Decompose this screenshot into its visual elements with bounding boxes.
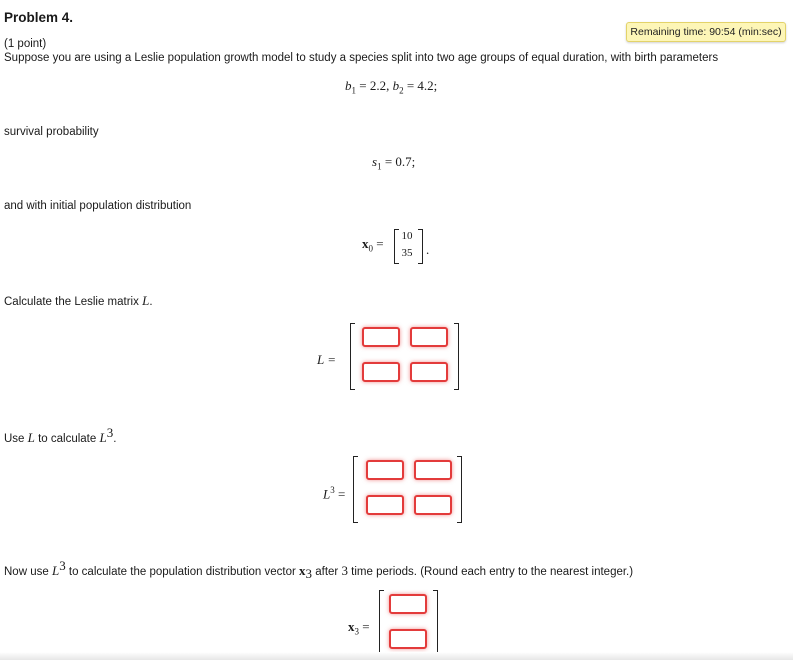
x3-lhs <box>348 619 370 637</box>
s1-symbol: s <box>372 154 378 169</box>
x3-entry-1[interactable] <box>389 594 427 614</box>
part3-var: L <box>51 562 60 578</box>
part3-num: 3 <box>341 562 348 578</box>
x0-label <box>362 236 384 254</box>
b2-value: = 4.2; <box>406 78 438 93</box>
l-cubed-lhs <box>323 485 345 502</box>
l-cubed-entry-1-1[interactable] <box>366 460 404 480</box>
problem-points: (1 point) <box>4 38 47 50</box>
remaining-time-badge: Remaining time: 90:54 (min:sec) <box>626 22 786 42</box>
part3-exp: 3 <box>59 558 66 573</box>
b1-symbol: b <box>345 78 352 93</box>
part2-var2: L <box>99 429 107 445</box>
leslie-entry-1-1[interactable] <box>362 327 400 347</box>
s1-value: = 0.7; <box>384 154 416 169</box>
leslie-entry-1-2[interactable] <box>410 327 448 347</box>
initial-distribution-label: and with initial population distribution <box>4 200 192 212</box>
b1-value: = 2.2, <box>359 78 390 93</box>
l-cubed-entry-2-2[interactable] <box>414 495 452 515</box>
part3-suffix: time periods. (Round each entry to the nearest integer.) <box>351 565 634 578</box>
l-cubed-entry-2-1[interactable] <box>366 495 404 515</box>
part2-prefix: Use <box>4 432 25 445</box>
l-cubed-symbol: L <box>323 486 331 502</box>
x3-bracket-right <box>433 590 438 658</box>
leslie-matrix-lhs: L = <box>317 352 337 367</box>
s1-subscript: 1 <box>377 161 382 172</box>
l-cubed-bracket-right <box>457 456 462 523</box>
l-cubed-equals: = <box>337 486 346 502</box>
part3-vec-sub: 3 <box>305 566 313 582</box>
birth-parameters <box>345 78 437 96</box>
part1-suffix: . <box>149 296 153 308</box>
problem-intro: Suppose you are using a Leslie population growth model to study a species split into two age groups of equal duration, with birth parameters <box>4 52 719 64</box>
x3-equals: = <box>362 619 370 634</box>
part2-prompt <box>4 425 116 446</box>
x3-bracket-left <box>379 590 384 658</box>
leslie-bracket-left <box>350 323 355 390</box>
x3-entry-2[interactable] <box>389 629 427 649</box>
x3-subscript: 3 <box>354 626 359 637</box>
part3-prefix: Now use <box>4 565 49 578</box>
part3-middle: to calculate the population distribution vector <box>68 565 296 578</box>
x0-entry-2: 35 <box>401 247 413 259</box>
part2-exp: 3 <box>106 425 114 440</box>
x0-equals: = <box>376 236 384 251</box>
x0-symbol: x <box>362 236 369 251</box>
part1-prefix: Calculate the Leslie matrix <box>4 296 139 308</box>
part2-var: L <box>27 429 35 445</box>
survival-parameter <box>372 154 415 172</box>
b2-symbol: b <box>392 78 400 93</box>
bottom-scroll-fade <box>0 652 793 660</box>
survival-label: survival probability <box>4 126 99 138</box>
part3-after: after <box>315 565 339 578</box>
l-cubed-exp: 3 <box>330 485 335 495</box>
part2-middle: to calculate <box>38 432 97 445</box>
leslie-entry-2-2[interactable] <box>410 362 448 382</box>
l-cubed-entry-1-2[interactable] <box>414 460 452 480</box>
x0-period: . <box>426 242 430 257</box>
x0-bracket-right <box>418 229 423 264</box>
x0-entry-1: 10 <box>401 230 413 242</box>
l-cubed-bracket-left <box>353 456 358 523</box>
problem-title: Problem 4. <box>4 10 74 25</box>
part2-suffix: . <box>113 432 117 445</box>
x0-subscript: 0 <box>368 243 373 254</box>
part3-prompt <box>4 558 633 582</box>
leslie-bracket-right <box>454 323 459 390</box>
x3-symbol: x <box>348 619 355 634</box>
b2-subscript: 2 <box>399 85 404 96</box>
part1-var: L <box>142 293 150 308</box>
leslie-entry-2-1[interactable] <box>362 362 400 382</box>
part3-vec: x <box>299 562 306 578</box>
part1-prompt <box>4 293 153 309</box>
b1-subscript: 1 <box>351 85 356 96</box>
